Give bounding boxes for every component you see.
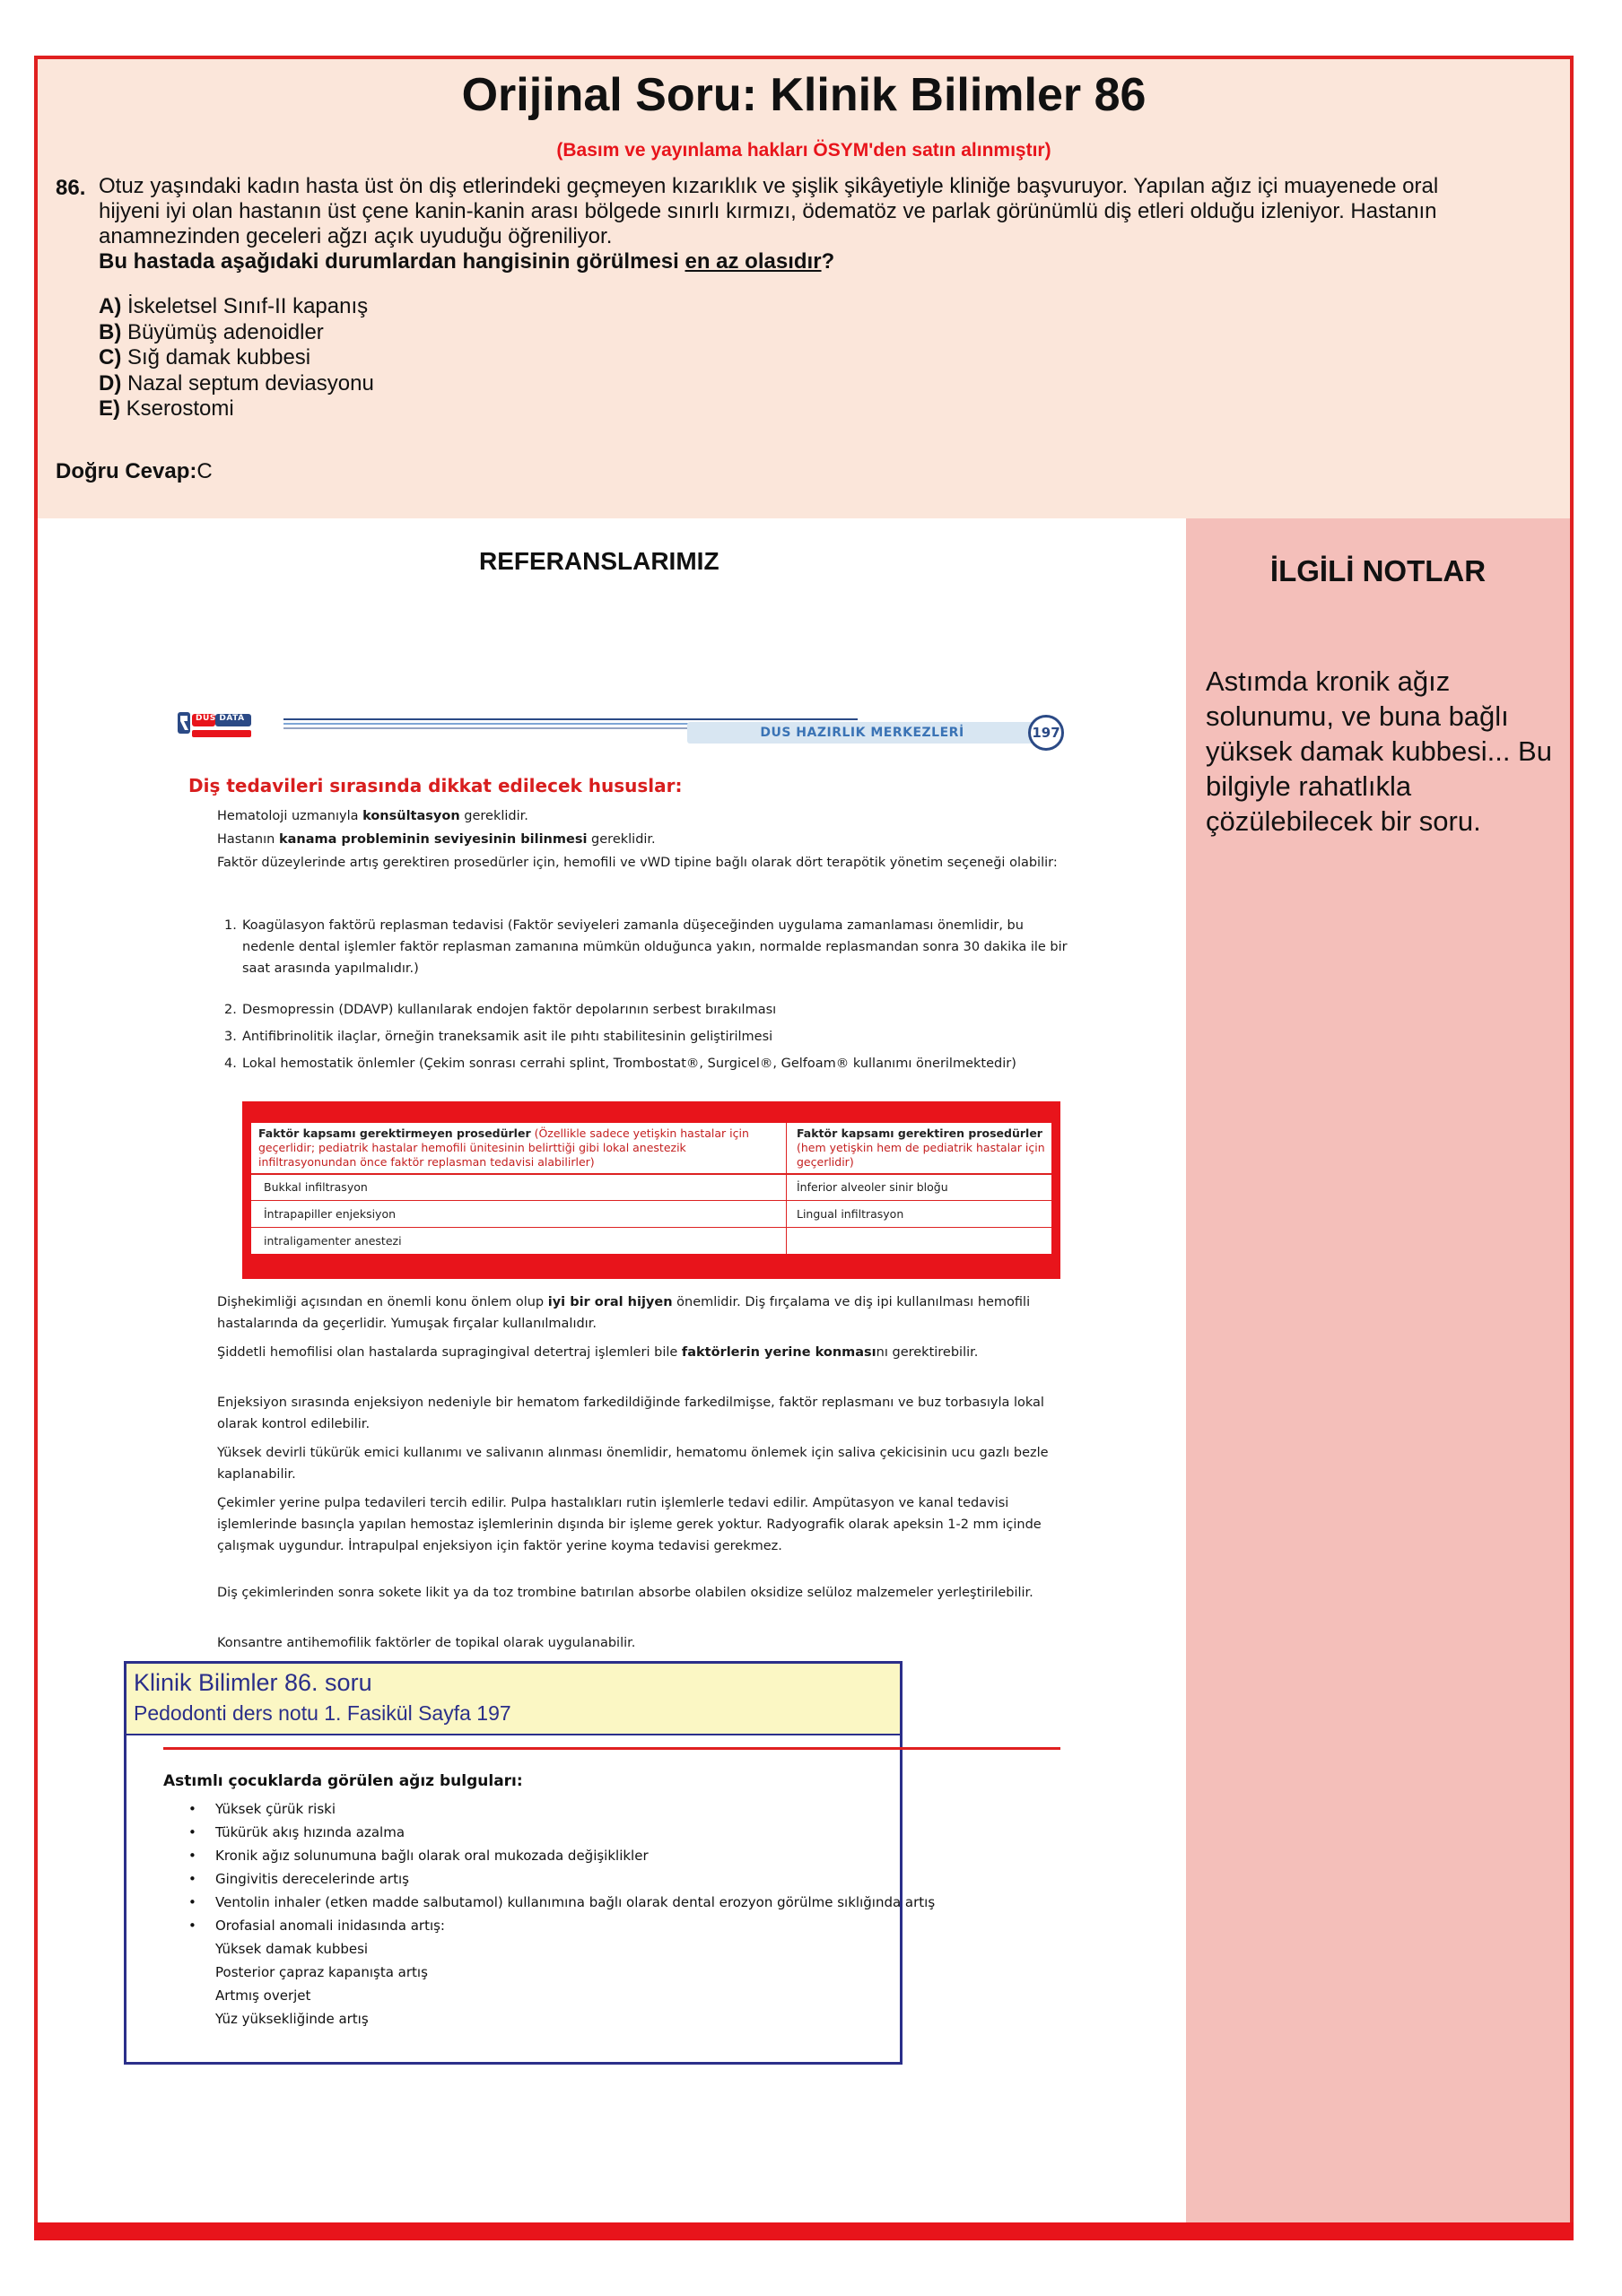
procedure-table (242, 1101, 1060, 1279)
table-divider (251, 1227, 1051, 1228)
answer-value: C (196, 459, 213, 483)
bullet-icon: • (188, 1871, 196, 1887)
list-text: Desmopressin (DDAVP) kullanılarak endojen faktör depolarının serbest bırakılması (242, 1003, 777, 1017)
logo-text: DUS DATA (196, 714, 245, 723)
answer-options (99, 294, 374, 422)
paragraph (217, 1292, 1060, 1335)
bullet-icon: • (188, 1918, 196, 1934)
bottom-bar (34, 2222, 1574, 2240)
text: önemlidir. Diş fırçalama ve diş ipi kullanılması hemofili hastalarında da geçerlidir. Yumuşak fırçalar kullanılmalıdır. (217, 1295, 1031, 1331)
bold-text: faktörlerin yerine konması (681, 1345, 876, 1360)
text: Dişhekimliği açısından en önemli konu önlem olup (217, 1295, 548, 1309)
text: Hematoloji uzmanıyla (217, 809, 363, 823)
option-text: Nazal septum deviasyonu (127, 370, 374, 396)
paragraph: Çekimler yerine pulpa tedavileri tercih edilir. Pulpa hastalıkları rutin işlemlerle tedavi edilir. Ampütasyon ve kanal tedavisi işlemlerinde basınçla yapılan hemostaz işlemlerinin dışında bir işleme gerek yoktur. Radyografik olarak apeksin 1-2 mm içinde çalışmak uygundur. İntrapulpal enjeksiyon için faktör yerine koyma tedavisi gerekmez. (217, 1496, 1042, 1553)
header-band (687, 722, 1037, 744)
source-reference: Pedodonti ders notu 1. Fasikül Sayfa 197 (134, 1701, 511, 1725)
list-item (188, 1914, 935, 1937)
list-item (224, 999, 1068, 1021)
paragraph: Diş çekimlerinden sonra sokete likit ya da toz trombine batırılan absorbe olabilen oksidize selüloz malzemeler yerleştirilebilir. (217, 1586, 1033, 1600)
option-d (99, 371, 374, 397)
table-cell: Lingual infiltrasyon (797, 1207, 904, 1221)
list-item (188, 1891, 935, 1914)
list-item (224, 915, 1068, 979)
option-e (99, 396, 374, 422)
option-text: Büyümüş adenoidler (127, 319, 324, 344)
source-title: Klinik Bilimler 86. soru (134, 1669, 372, 1696)
paragraph (217, 805, 1060, 827)
question-panel (38, 59, 1570, 518)
list-number: 1. (224, 918, 237, 933)
text: nı gerektirebilir. (876, 1345, 979, 1360)
paragraph: Faktör düzeylerinde artış gerektiren prosedürler için, hemofili ve vWD tipine bağlı olarak dört terapötik yönetim seçeneği olabilir: (217, 856, 1058, 870)
paragraph (217, 1342, 1060, 1363)
option-text: Kserostomi (126, 396, 234, 421)
paragraph (217, 829, 1060, 850)
text: Hastanın (217, 832, 279, 847)
correct-answer (56, 459, 213, 484)
option-b (99, 320, 374, 346)
table-cell: Bukkal infiltrasyon (264, 1180, 368, 1194)
sub-item: Posterior çapraz kapanışta artış (215, 1964, 428, 1980)
list-item (188, 1844, 935, 1867)
list-text: Koagülasyon faktörü replasman tedavisi (Faktör seviyeleri zamanla düşeceğinden uygulama zamanlaması önemlidir, bu nedenle dental işlemler faktör replasman zamanına mümkün olduğunca yakın, normalde replasmandan sonra 30 dakika ile bir saat arasında yapılmalıdır.) (242, 918, 1068, 976)
page-number: 197 (1028, 715, 1064, 751)
list-item (188, 1867, 935, 1891)
document-header (176, 709, 1060, 752)
sub-item: Yüksek damak kubbesi (215, 1941, 369, 1957)
bold-text: iyi bir oral hijyen (547, 1295, 673, 1309)
list-text: Lokal hemostatik önlemler (Çekim sonrası cerrahi splint, Trombostat®, Surgicel®, Gelfoam® kullanımı önerilmektedir) (242, 1057, 1016, 1071)
header-note: (hem yetişkin hem de pediatrik hastalar için geçerlidir) (797, 1141, 1045, 1169)
table-divider (251, 1200, 1051, 1201)
table-divider (786, 1123, 787, 1254)
notes-title: İLGİLİ NOTLAR (1269, 554, 1487, 587)
option-text: Sığ damak kubbesi (127, 345, 311, 370)
list-item (224, 1053, 1068, 1074)
section-heading: Diş tedavileri sırasında dikkat edilecek hususlar: (188, 775, 683, 796)
option-letter: C) (99, 345, 122, 370)
bullet-icon: • (188, 1801, 196, 1817)
question-prompt (99, 249, 834, 274)
paragraph: Konsantre antihemofilik faktörler de topikal olarak uygulanabilir. (217, 1636, 636, 1650)
question-number: 86. (56, 176, 86, 200)
answer-label: Doğru Cevap: (56, 459, 197, 483)
table-divider (251, 1173, 1051, 1175)
table-header-left (258, 1126, 779, 1170)
notes-text: Astımda kronik ağız solunumu, ve buna bağlı yüksek damak kubbesi... Bu bilgiyle rahatlıkla çözülebilecek bir soru. (1206, 665, 1552, 837)
header-bold: Faktör kapsamı gerektirmeyen prosedürler (258, 1126, 531, 1140)
list-text: Yüksek çürük riski (215, 1801, 336, 1817)
list-text: Tükürük akış hızında azalma (215, 1824, 406, 1840)
list-item (224, 1026, 1068, 1048)
option-a (99, 294, 374, 320)
prompt-text: Bu hastada aşağıdaki durumlardan hangisinin görülmesi (99, 249, 685, 274)
list-item (188, 1821, 935, 1844)
text: Şiddetli hemofilisi olan hastalarda supragingival detertraj işlemleri bile (217, 1345, 682, 1360)
table-cell: İntrapapiller enjeksiyon (264, 1207, 397, 1221)
source-label (126, 1664, 900, 1735)
asthma-findings-list (188, 1797, 935, 2031)
list-number: 2. (224, 1003, 237, 1017)
option-letter: D) (99, 370, 122, 396)
option-text: İskeletsel Sınıf-II kapanış (127, 294, 369, 318)
prompt-mark: ? (821, 249, 835, 274)
table-cell: İnferior alveoler sinir bloğu (797, 1180, 948, 1194)
list-text: Antifibrinolitik ilaçlar, örneğin traneksamik asit ile pıhtı stabilitesinin geliştirilmesi (242, 1030, 773, 1044)
list-number: 3. (224, 1030, 237, 1044)
bullet-icon: • (188, 1848, 196, 1864)
table-body (251, 1123, 1051, 1254)
page-title: Orijinal Soru: Klinik Bilimler 86 (461, 69, 1147, 121)
copyright-notice: (Basım ve yayınlama hakları ÖSYM'den satın alınmıştır) (556, 140, 1051, 161)
header-bold: Faktör kapsamı gerektiren prosedürler (797, 1126, 1042, 1140)
question-text: Otuz yaşındaki kadın hasta üst ön diş etlerindeki geçmeyen kızarıklık ve şişlik şikâyetiyle kliniğe başvuruyor. Yapılan ağız içi muayenede oral hijyeni iyi olan hastanın üst çene kanin-kanin arası bölgede sınırlı kırmızı, ödematöz ve parlak görünümlü diş etleri olduğu izleniyor. Hastanın anamnezinden geceleri ağzı açık uyuduğu öğreniliyor. (99, 174, 1439, 248)
sub-item: Yüz yüksekliğinde artış (215, 2011, 369, 2027)
asthma-heading: Astımlı çocuklarda görülen ağız bulguları: (163, 1772, 523, 1790)
text: gereklidir. (587, 832, 656, 847)
option-c (99, 345, 374, 371)
notes-panel (1186, 518, 1570, 2222)
bold-text: kanama probleminin seviyesinin bilinmesi (278, 832, 588, 847)
list-item (188, 1797, 935, 1821)
bold-text: konsültasyon (362, 809, 460, 823)
bullet-icon: • (188, 1824, 196, 1840)
list-number: 4. (224, 1057, 237, 1071)
sub-item: Artmış overjet (215, 1987, 311, 2004)
references-title: REFERANSLARIMIZ (479, 547, 719, 575)
header-note: (Özellikle sadece yetişkin hastalar için geçerlidir; pediatrik hastalar hemofili ünitesinin belirttiği gibi lokal anestezik infiltrasyonundan önce faktör replasman tedavisi alabilirler) (258, 1126, 749, 1169)
divider-rule (163, 1747, 1060, 1750)
list-text: Kronik ağız solunumuna bağlı olarak oral mukozada değişiklikler (215, 1848, 649, 1864)
bullet-icon: • (188, 1894, 196, 1910)
option-letter: A) (99, 294, 122, 318)
list-text: Ventolin inhaler (etken madde salbutamol) kullanımına bağlı olarak dental erozyon görülme sıklığında artış (215, 1894, 936, 1910)
list-text: Orofasial anomali inidasında artış: (215, 1918, 445, 1934)
option-letter: B) (99, 319, 122, 344)
list-text: Gingivitis derecelerinde artış (215, 1871, 409, 1887)
paragraph: Enjeksiyon sırasında enjeksiyon nedeniyle bir hematom farkedildiğinde farkedilmişse, faktör replasmanı ve buz torbasıyla lokal olarak kontrol edilebilir. (217, 1396, 1044, 1431)
option-letter: E) (99, 396, 120, 421)
table-header-right (797, 1126, 1048, 1170)
header-band-text: DUS HAZIRLIK MERKEZLERİ (760, 726, 964, 740)
prompt-emphasis: en az olasıdır (685, 249, 822, 274)
table-cell: intraligamenter anestezi (264, 1234, 402, 1248)
text: gereklidir. (459, 809, 528, 823)
paragraph: Yüksek devirli tükürük emici kullanımı ve salivanın alınması önemlidir, hematomu önlemek için saliva çekicisinin ucu gazlı bezle kaplanabilir. (217, 1446, 1049, 1482)
